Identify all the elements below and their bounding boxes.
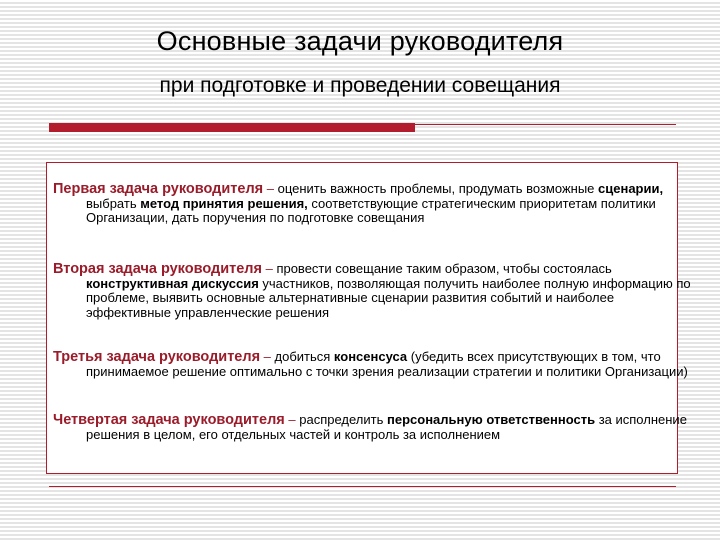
task-3-text: добиться (274, 349, 334, 364)
slide-subtitle: при подготовке и проведении совещания (159, 74, 561, 97)
task-3-dash: – (260, 349, 275, 364)
slide-title: Основные задачи руководителя (156, 26, 564, 56)
task-2 (53, 262, 698, 320)
bottom-divider (49, 486, 676, 487)
task-1-text: соответствующие стратегическим приоритетам политики Организации, дать поручения по подготовке совещания (86, 195, 656, 225)
task-1 (53, 182, 698, 226)
task-1-scenarios: сценарии, (598, 181, 664, 196)
task-3-text: (убедить всех присутствующих в том, что принимаемое решение оптимально с точки зрения реализации стратегии и политики Организации) (86, 349, 688, 379)
task-1-decision-method: метод принятия решения, (140, 195, 308, 211)
task-4-text: распределить (299, 412, 387, 427)
task-4-dash: – (284, 412, 300, 427)
task-1-dash: – (263, 181, 278, 196)
task-1-lead: Первая задача руководителя (53, 181, 264, 197)
task-1-text: выбрать (86, 195, 141, 211)
task-4-text: за исполнение решения в целом, его отдельных частей и контроль за исполнением (86, 412, 687, 442)
task-4 (53, 413, 698, 442)
top-divider-accent (49, 123, 415, 132)
task-2-dash: – (261, 261, 277, 276)
task-1-text: оценить важность проблемы, продумать возможные (277, 181, 599, 196)
task-2-text: провести совещание таким образом, чтобы состоялась (276, 261, 612, 276)
task-3-consensus: консенсуса (333, 349, 408, 364)
task-3 (53, 350, 698, 379)
task-4-lead: Четвертая задача руководителя (53, 412, 285, 428)
task-3-lead: Третья задача руководителя (53, 349, 261, 365)
task-2-lead: Вторая задача руководителя (53, 261, 262, 277)
task-2-discussion: конструктивная дискуссия (86, 275, 259, 291)
task-4-responsibility: персональную ответственность (387, 412, 596, 427)
task-2-text: участников, позволяющая получить наиболее полную информацию по проблеме, выявить основные альтернативные сценарии развития событий и наиболее эффективные управленческие решения (86, 275, 691, 320)
